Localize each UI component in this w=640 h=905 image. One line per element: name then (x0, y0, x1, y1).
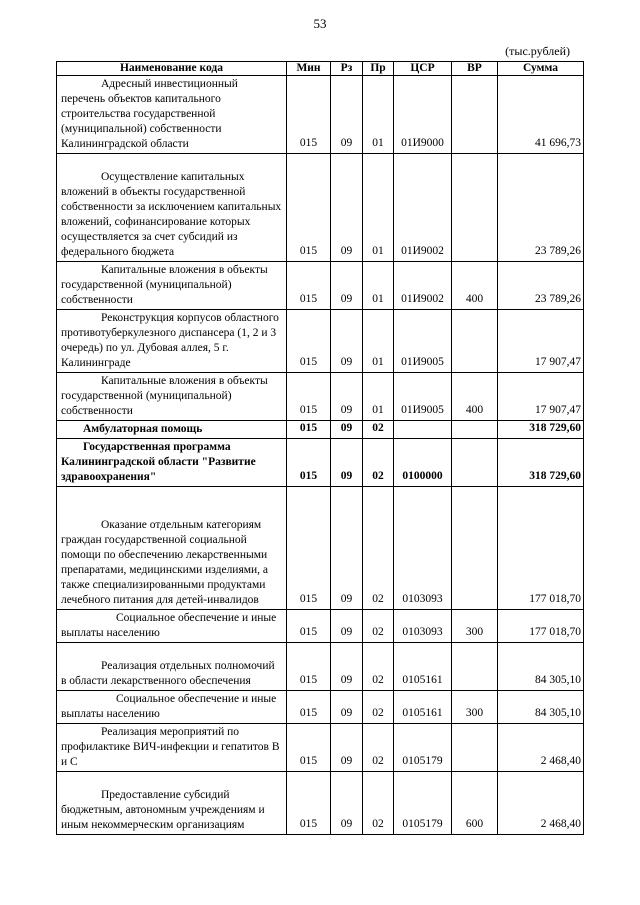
row-pr: 01 (363, 373, 394, 421)
row-min: 015 (287, 610, 331, 643)
row-name-line: Реконструкция корпусов областного противотуберкулезного диспансера (1, 2 и 3 очередь) по ул. Дубовая аллея, 5 г. Калининграде (61, 312, 279, 369)
table-row (57, 439, 584, 487)
row-min: 015 (287, 310, 331, 373)
table-row (57, 262, 584, 310)
row-min: 015 (287, 76, 331, 154)
row-name (57, 724, 287, 772)
header-pr: Пр (363, 62, 394, 76)
row-name-text (61, 263, 282, 308)
table-row (57, 724, 584, 772)
row-min: 015 (287, 643, 331, 691)
header-csr: ЦСР (394, 62, 452, 76)
row-name-text (61, 77, 282, 152)
header-min: Мин (287, 62, 331, 76)
table-row (57, 691, 584, 724)
row-rz: 09 (331, 610, 363, 643)
row-vr (452, 643, 498, 691)
header-name: Наименование кода (57, 62, 287, 76)
row-name-text (61, 311, 282, 371)
page-number: 53 (313, 16, 327, 31)
row-rz: 09 (331, 154, 363, 262)
row-name (57, 772, 287, 835)
row-csr: 01И9000 (394, 76, 452, 154)
row-vr (452, 421, 498, 439)
row-min: 015 (287, 772, 331, 835)
row-csr: 01И9005 (394, 310, 452, 373)
row-vr (452, 724, 498, 772)
table-row (57, 310, 584, 373)
row-vr: 300 (452, 691, 498, 724)
row-name (57, 487, 287, 610)
row-name-line: Предоставление субсидий бюджетным, автономным учреждениям и иным некоммерческим организациям (61, 789, 265, 831)
row-min: 015 (287, 262, 331, 310)
row-vr (452, 76, 498, 154)
row-vr (452, 154, 498, 262)
row-pr: 02 (363, 724, 394, 772)
row-name-line: Капитальные вложения в объекты государственной (муниципальной) собственности (61, 264, 268, 306)
row-pr: 02 (363, 691, 394, 724)
row-pr: 02 (363, 772, 394, 835)
row-name-text (61, 374, 282, 419)
row-csr: 0105179 (394, 724, 452, 772)
row-pr: 02 (363, 610, 394, 643)
row-name-line: Осуществление капитальных вложений в объекты государственной собственности за исключением капитальных вложений, софинансирование которых осуществляется за счет субсидий из федерального бюджета (61, 171, 282, 258)
row-csr: 0103093 (394, 487, 452, 610)
row-sum: 318 729,60 (498, 439, 584, 487)
row-vr (452, 487, 498, 610)
header-vr: ВР (452, 62, 498, 76)
row-sum: 23 789,26 (498, 154, 584, 262)
table-row (57, 154, 584, 262)
table-row (57, 76, 584, 154)
table-header-row (57, 62, 584, 76)
row-rz: 09 (331, 724, 363, 772)
row-name-line: Капитальные вложения в объекты государственной (муниципальной) собственности (61, 375, 268, 417)
row-vr: 400 (452, 373, 498, 421)
row-name-line: Реализация отдельных полномочий в области лекарственного обеспечения (61, 660, 275, 687)
table-row (57, 643, 584, 691)
units-label: (тыс.рублей) (505, 44, 570, 58)
row-sum: 84 305,10 (498, 643, 584, 691)
row-name (57, 262, 287, 310)
row-pr: 02 (363, 487, 394, 610)
row-sum: 2 468,40 (498, 724, 584, 772)
row-name-text: Социальное обеспечение и иные выплаты населению (61, 612, 277, 639)
row-csr: 01И9005 (394, 373, 452, 421)
row-name-text (61, 488, 282, 608)
row-name-line: Государственная программа Калининградской области "Развитие здравоохранения" (61, 441, 256, 483)
header-sum: Сумма (498, 62, 584, 76)
row-rz: 09 (331, 262, 363, 310)
row-min: 015 (287, 421, 331, 439)
row-vr: 600 (452, 772, 498, 835)
row-name (57, 373, 287, 421)
row-rz: 09 (331, 373, 363, 421)
row-name (57, 691, 287, 724)
row-vr: 400 (452, 262, 498, 310)
row-name (57, 76, 287, 154)
row-csr: 0105179 (394, 772, 452, 835)
row-sum: 177 018,70 (498, 610, 584, 643)
row-rz: 09 (331, 439, 363, 487)
row-pr: 01 (363, 154, 394, 262)
row-sum: 84 305,10 (498, 691, 584, 724)
row-min: 015 (287, 691, 331, 724)
row-pr: 02 (363, 421, 394, 439)
row-rz: 09 (331, 691, 363, 724)
row-csr: 0105161 (394, 691, 452, 724)
row-min: 015 (287, 724, 331, 772)
row-name (57, 610, 287, 643)
row-name (57, 439, 287, 487)
row-pr: 02 (363, 439, 394, 487)
row-name-line: Адресный инвестиционный перечень объектов капитального строительства государственной (муниципальной) собственности Калининградской области (61, 78, 238, 150)
table-row (57, 421, 584, 439)
row-name-line: Оказание отдельным категориям граждан государственной социальной помощи по обеспечению лекарственными препаратами, медицинскими изделиями, а также специализированными продуктами лечебного питания для детей-инвалидов (61, 519, 269, 606)
table-row (57, 373, 584, 421)
row-rz: 09 (331, 772, 363, 835)
row-csr: 01И9002 (394, 262, 452, 310)
row-sum: 17 907,47 (498, 373, 584, 421)
row-name-text (61, 440, 282, 485)
row-sum: 23 789,26 (498, 262, 584, 310)
row-min: 015 (287, 487, 331, 610)
table-row (57, 772, 584, 835)
table-row (57, 487, 584, 610)
row-pr: 01 (363, 262, 394, 310)
row-name-text (61, 644, 282, 689)
row-name (57, 421, 287, 439)
row-csr (394, 421, 452, 439)
row-csr: 0100000 (394, 439, 452, 487)
row-min: 015 (287, 373, 331, 421)
row-name-text: Амбулаторная помощь (83, 423, 203, 435)
row-name-line: Реализация мероприятий по профилактике ВИЧ-инфекции и гепатитов В и С (61, 726, 280, 768)
row-name-text (61, 725, 282, 770)
row-pr: 01 (363, 310, 394, 373)
row-vr: 300 (452, 610, 498, 643)
row-name (57, 154, 287, 262)
row-csr: 0103093 (394, 610, 452, 643)
row-sum: 177 018,70 (498, 487, 584, 610)
table-row (57, 610, 584, 643)
row-rz: 09 (331, 76, 363, 154)
row-rz: 09 (331, 421, 363, 439)
row-name-text (61, 155, 282, 260)
row-pr: 01 (363, 76, 394, 154)
header-rz: Рз (331, 62, 363, 76)
row-min: 015 (287, 439, 331, 487)
row-rz: 09 (331, 643, 363, 691)
row-rz: 09 (331, 487, 363, 610)
row-min: 015 (287, 154, 331, 262)
budget-table (56, 61, 584, 835)
row-name (57, 643, 287, 691)
row-vr (452, 310, 498, 373)
row-name (57, 310, 287, 373)
row-sum: 318 729,60 (498, 421, 584, 439)
row-pr: 02 (363, 643, 394, 691)
row-name-text: Социальное обеспечение и иные выплаты населению (61, 693, 277, 720)
row-sum: 41 696,73 (498, 76, 584, 154)
row-name-text (61, 773, 282, 833)
row-csr: 0105161 (394, 643, 452, 691)
row-sum: 2 468,40 (498, 772, 584, 835)
row-vr (452, 439, 498, 487)
row-rz: 09 (331, 310, 363, 373)
row-csr: 01И9002 (394, 154, 452, 262)
row-sum: 17 907,47 (498, 310, 584, 373)
